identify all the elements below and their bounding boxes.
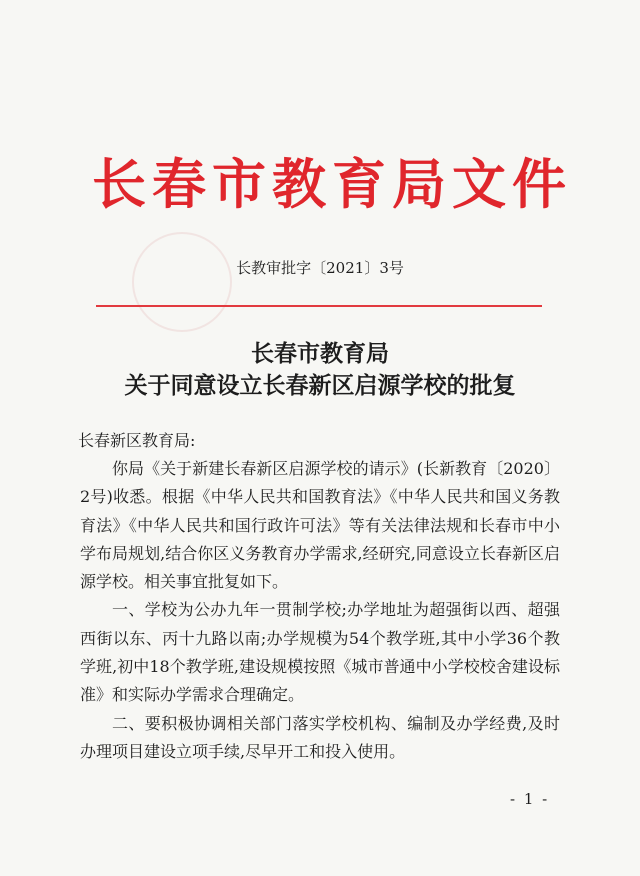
faded-seal-icon <box>132 232 232 332</box>
document-number: 长教审批字〔2021〕3号 <box>236 259 404 277</box>
reply-title-line2: 关于同意设立长春新区启源学校的批复 <box>124 372 516 399</box>
recipient: 长春新区教育局: <box>78 431 196 450</box>
red-divider <box>96 305 542 307</box>
body-paragraph-1: 你局《关于新建长春新区启源学校的请示》(长新教育〔2020〕2号)收悉。根据《中华人民共和国教育法》《中华人民共和国义务教育法》《中华人民共和国行政许可法》等有关法律法规和长春市中小学布局规划,结合你区义务教育办学需求,经研究,同意设立长春新区启源学校。相关事宜批复如下。 <box>80 459 560 592</box>
reply-title-line1: 长春市教育局 <box>251 340 389 367</box>
document-header-title: 长春市教育局文件 <box>92 152 572 216</box>
body-text <box>80 455 560 766</box>
body-paragraph-3: 二、要积极协调相关部门落实学校机构、编制及办学经费,及时办理项目建设立项手续,尽早开工和投入使用。 <box>80 713 560 761</box>
body-paragraph-2: 一、学校为公办九年一贯制学校;办学地址为超强街以西、超强西街以东、丙十九路以南;办学规模为54个教学班,其中小学36个教学班,初中18个教学班,建设规模按照《城市普通中小学校校舍建设标准》和实际办学需求合理确定。 <box>80 600 560 705</box>
page-number: - 1 - <box>510 790 550 808</box>
